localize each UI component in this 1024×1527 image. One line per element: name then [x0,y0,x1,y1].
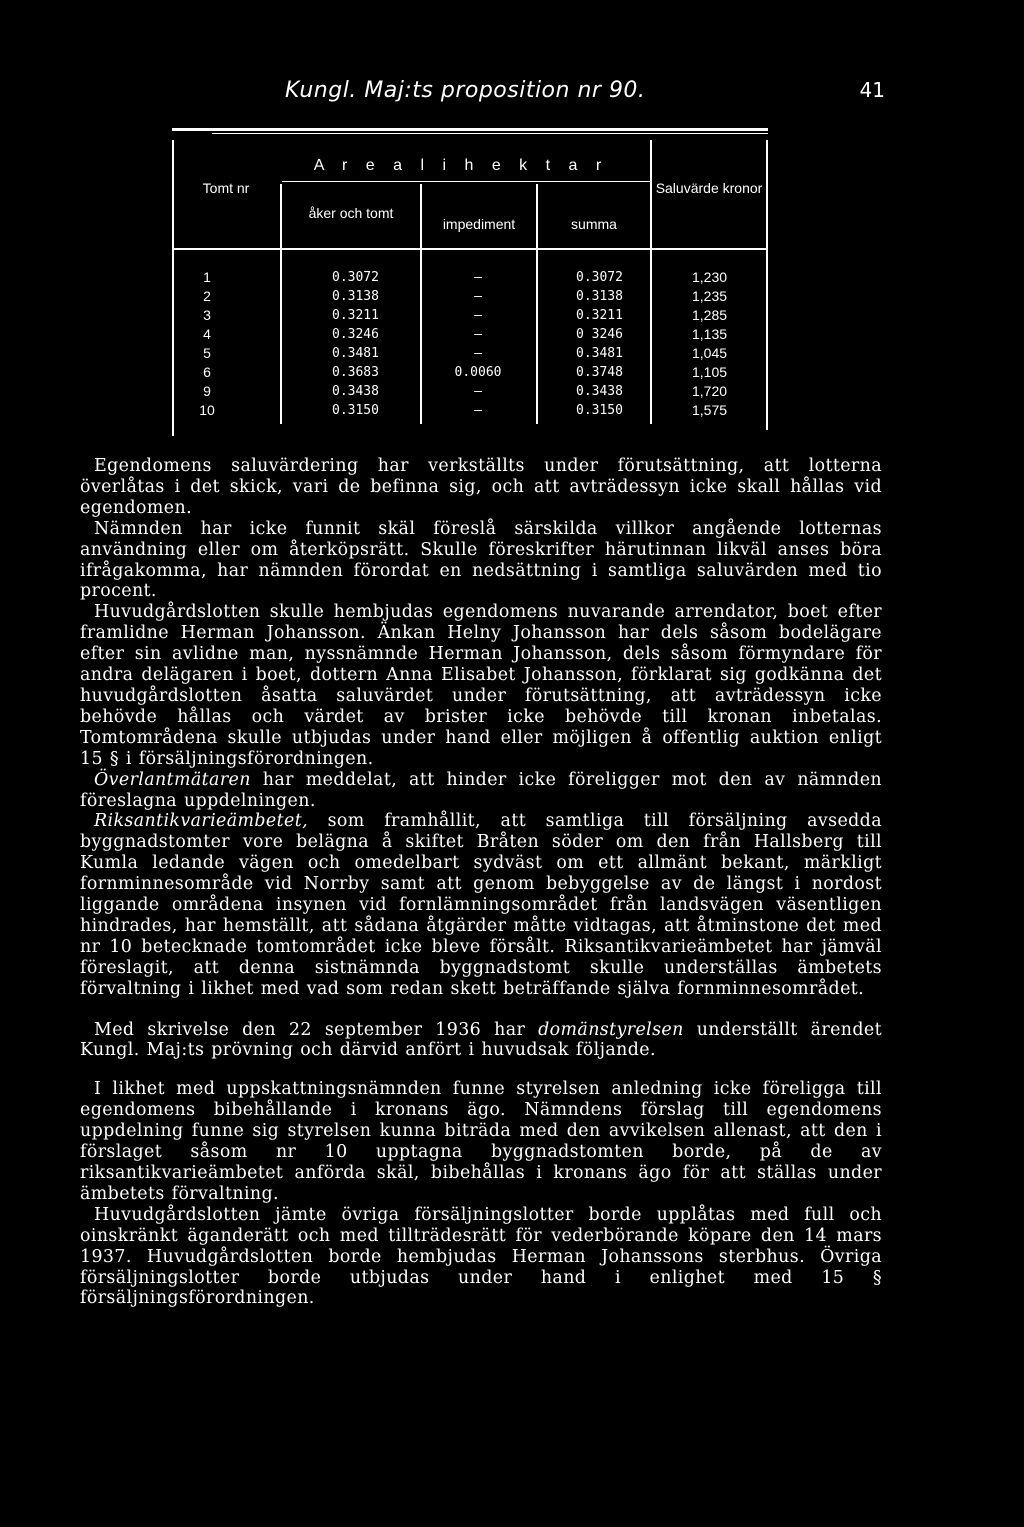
table-header-rule [172,248,768,250]
cell-impediment: — [474,384,482,399]
emphasis: Riksantikvarieämbetet, [94,811,309,832]
cell-aker: 0.3138 [332,289,379,304]
cell-nr: 1 [203,269,211,285]
cell-saluvarde: 1,105 [692,364,728,380]
cell-impediment: — [474,270,482,285]
table-row [172,363,768,382]
table-row [172,344,768,363]
cell-saluvarde: 1,045 [692,345,728,361]
cell-impediment: — [474,327,482,342]
table-row [172,287,768,306]
cell-saluvarde: 1,235 [692,288,728,304]
document-title: Kungl. Maj:ts proposition nr 90. [285,78,646,103]
cell-saluvarde: 1,135 [692,326,728,342]
cell-aker: 0.3438 [332,384,379,399]
cell-impediment: — [474,289,482,304]
table-row [172,401,768,420]
table-row [172,306,768,325]
cell-saluvarde: 1,720 [692,383,728,399]
cell-summa: 0.3072 [576,270,623,285]
paragraph [80,770,882,812]
cell-aker: 0.3481 [332,346,379,361]
table-top-rule-thin [212,133,768,134]
cell-impediment: 0.0060 [454,365,502,380]
page-header [285,78,885,118]
paragraph: I likhet med uppskattningsnämnden funne styrelsen anledning icke föreligga till egendomens bibehållande i kronans ägo. Nämndens förslag till egendomens uppdelning funne sig styrelsen kunna biträda med den avvikelsen allenast, att den i förslaget såsom nr 10 upptagna byggnadstomten borde, på de av riksantikvarieämbetet anförda skäl, bibehållas i kronans ägo för att ställas under ämbetets förvaltning. [80,1079,882,1204]
body-text [80,456,882,1309]
table-group-rule [282,181,650,182]
cell-aker: 0.3072 [332,270,379,285]
cell-summa: 0.3481 [576,346,623,361]
cell-nr: 5 [203,345,211,361]
cell-nr: 9 [203,383,211,399]
cell-summa: 0 3246 [576,327,623,342]
areal-table [172,128,772,428]
paragraph-text: som framhållit, att samtliga till försäljning avsedda byggnadstomter vore belägna å skiftet Bråten söder om den från Hallsberg till Kumla ledande vägen och omedelbart sydväst om ett allmänt bekant, märkligt fornminnesområde vid Norrby samt att genom bebyggelse av de längst i nordost liggande områdena insynen vid fornlämningsområdet från landsvägen väsentligen hindrades, har hemställt, att sådana åtgärder måtte vidtagas, att åtminstone det med nr 10 betecknade tomtområdet icke bleve försålt. Riksantikvarieämbetet har jämväl föreslagit, att denna sistnämnda byggnadstomt skulle underställas ämbetets förvaltning i likhet med vad som redan skett beträffande själva fornminnesområdet. [80,811,882,999]
cell-aker: 0.3683 [332,365,379,380]
paragraph-text: Med skrivelse den 22 september 1936 har [94,1019,539,1040]
header-impediment: impediment [442,216,516,232]
cell-aker: 0.3246 [332,327,379,342]
paragraph-text: har meddelat, att hinder icke föreligger mot den av nämnden föreslagna uppdelningen. [80,769,882,811]
cell-saluvarde: 1,575 [692,402,728,418]
paragraph [80,1020,882,1062]
table-row [172,382,768,401]
cell-saluvarde: 1,285 [692,307,728,323]
cell-summa: 0.3438 [576,384,623,399]
paragraph [80,811,882,999]
cell-impediment: — [474,308,482,323]
table-top-rule [172,128,768,131]
cell-nr: 2 [203,288,211,304]
cell-nr: 4 [203,326,211,342]
cell-impediment: — [474,403,482,418]
cell-summa: 0.3211 [576,308,623,323]
cell-saluvarde: 1,230 [692,269,728,285]
cell-summa: 0.3748 [576,365,623,380]
paragraph: Huvudgårdslotten skulle hembjudas egendomens nuvarande arrendator, boet efter framlidne Herman Johansson. Änkan Helny Johansson har dels såsom bodelägare efter sin avlidne man, nyssnämnde Herman Johansson, dels såsom förmyndare för andra delägaren i boet, dottern Anna Elisabet Johansson, förklarat sig godkänna det huvudgårdslotten åsatta saluvärdet under förutsättning, att avträdessyn icke behövde hållas och värdet av brister icke behövde till kronan inbetalas. Tomtområdena skulle utbjudas under hand eller möjligen å offentlig auktion enligt 15 § i försäljningsförordningen. [80,602,882,769]
cell-summa: 0.3150 [576,403,623,418]
paragraph: Huvudgårdslotten jämte övriga försäljningslotter borde upplåtas med full och oinskränkt äganderätt och med tillträdesrätt för vederbörande köpare den 14 mars 1937. Huvudgårdslotten borde hembjudas Herman Johanssons sterbhus. Övriga försäljningslotter borde utbjudas under hand i enlighet med 15 § försäljningsförordningen. [80,1204,882,1309]
cell-nr: 6 [203,364,211,380]
cell-impediment: — [474,346,482,361]
paragraph: Nämnden har icke funnit skäl föreslå särskilda villkor angående lotternas användning eller om återköpsrätt. Skulle föreskrifter härutinnan likväl anses böra ifrågakomma, har nämnden förordat en nedsättning i samtliga saluvärden med tio procent. [80,518,882,602]
header-summa: summa [571,216,617,232]
page-number: 41 [859,78,885,102]
emphasis: Överlantmätaren [94,769,251,790]
header-areal-group: A r e a l i h e k t a r [313,157,609,174]
paragraph: Egendomens saluvärdering har verkställts under förutsättning, att lotterna överlåtas i det skick, vari de befinna sig, och att avträdessyn icke skall hållas vid egendomen. [80,456,882,518]
cell-nr: 3 [203,307,211,323]
emphasis: domänstyrelsen [538,1019,684,1040]
header-saluvarde: Saluvärde kronor [655,180,763,196]
cell-nr: 10 [199,402,215,418]
table-row [172,268,768,287]
cell-summa: 0.3138 [576,289,623,304]
table-row [172,325,768,344]
cell-aker: 0.3211 [332,308,379,323]
header-aker-och-tomt: åker och tomt [308,205,394,221]
paragraph-text: underställt ärendet Kungl. Maj:ts prövning och därvid anfört i huvudsak följande. [80,1019,882,1061]
cell-aker: 0.3150 [332,403,379,418]
header-tomt-nr: Tomt nr [202,180,250,196]
